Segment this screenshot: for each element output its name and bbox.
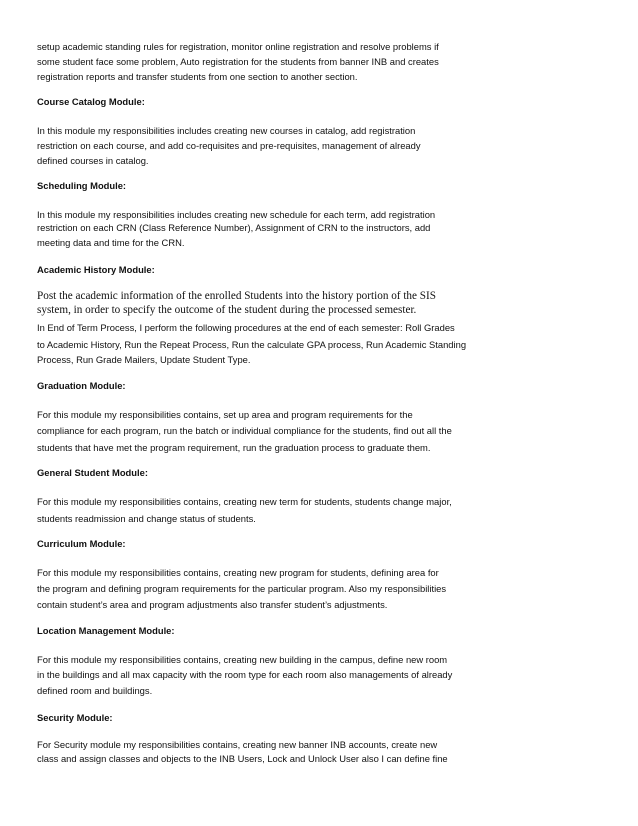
scheduling-line-2: restriction on each CRN (Class Reference Number), Assignment of CRN to the instructors, add xyxy=(37,222,431,233)
intro-line-1: setup academic standing rules for registration, monitor online registration and resolve problems if xyxy=(37,41,439,52)
scheduling-line-3: meeting data and time for the CRN. xyxy=(37,237,185,248)
scheduling-heading: Scheduling Module: xyxy=(37,180,127,191)
intro-line-2: some student face some problem, Auto registration for the students from banner INB and creates xyxy=(37,56,439,67)
graduation-heading: Graduation Module: xyxy=(37,380,126,391)
academic-history-line-1: In End of Term Process, I perform the following procedures at the end of each semester: Roll Grades xyxy=(37,322,455,333)
academic-history-serif-line-2: system, in order to specify the outcome of the student during the processed semester. xyxy=(37,304,417,316)
academic-history-heading: Academic History Module: xyxy=(37,264,155,275)
location-management-line-1: For this module my responsibilities contains, creating new building in the campus, define new room xyxy=(37,654,448,665)
intro-line-3: registration reports and transfer students from one section to another section. xyxy=(37,71,358,82)
security-line-2: class and assign classes and objects to the INB Users, Lock and Unlock User also I can define fine xyxy=(37,753,448,764)
curriculum-line-2: the program and defining program requirements for the particular program. Also my responsibilities xyxy=(37,583,447,594)
curriculum-line-3: contain student’s area and program adjustments also transfer student’s adjustments. xyxy=(37,599,388,610)
academic-history-line-3: Process, Run Grade Mailers, Update Student Type. xyxy=(37,354,251,365)
course-catalog-line-1: In this module my responsibilities includes creating new courses in catalog, add registration xyxy=(37,125,416,136)
security-line-1: For Security module my responsibilities contains, creating new banner INB accounts, create new xyxy=(37,739,438,750)
general-student-line-2: students readmission and change status of students. xyxy=(37,513,256,524)
course-catalog-heading: Course Catalog Module: xyxy=(37,96,145,107)
location-management-line-2: in the buildings and all max capacity with the room type for each room also managements of already xyxy=(37,669,453,680)
general-student-line-1: For this module my responsibilities contains, creating new term for students, students change major, xyxy=(37,496,452,507)
location-management-line-3: defined room and buildings. xyxy=(37,685,153,696)
scheduling-line-1: In this module my responsibilities includes creating new schedule for each term, add registration xyxy=(37,209,436,220)
academic-history-serif-line-1: Post the academic information of the enrolled Students into the history portion of the SIS xyxy=(37,290,436,302)
academic-history-line-2: to Academic History, Run the Repeat Process, Run the calculate GPA process, Run Academic Standing xyxy=(37,339,467,350)
graduation-line-1: For this module my responsibilities contains, set up area and program requirements for the xyxy=(37,409,413,420)
curriculum-line-1: For this module my responsibilities contains, creating new program for students, defining area for xyxy=(37,567,439,578)
general-student-heading: General Student Module: xyxy=(37,467,148,478)
course-catalog-line-3: defined courses in catalog. xyxy=(37,155,149,166)
security-heading: Security Module: xyxy=(37,712,113,723)
graduation-line-3: students that have met the program requirement, run the graduation process to graduate them. xyxy=(37,442,431,453)
graduation-line-2: compliance for each program, run the batch or individual compliance for the students, find out all the xyxy=(37,425,452,436)
course-catalog-line-2: restriction on each course, and add co-requisites and pre-requisites, management of already xyxy=(37,140,421,151)
curriculum-heading: Curriculum Module: xyxy=(37,538,126,549)
location-management-heading: Location Management Module: xyxy=(37,625,175,636)
